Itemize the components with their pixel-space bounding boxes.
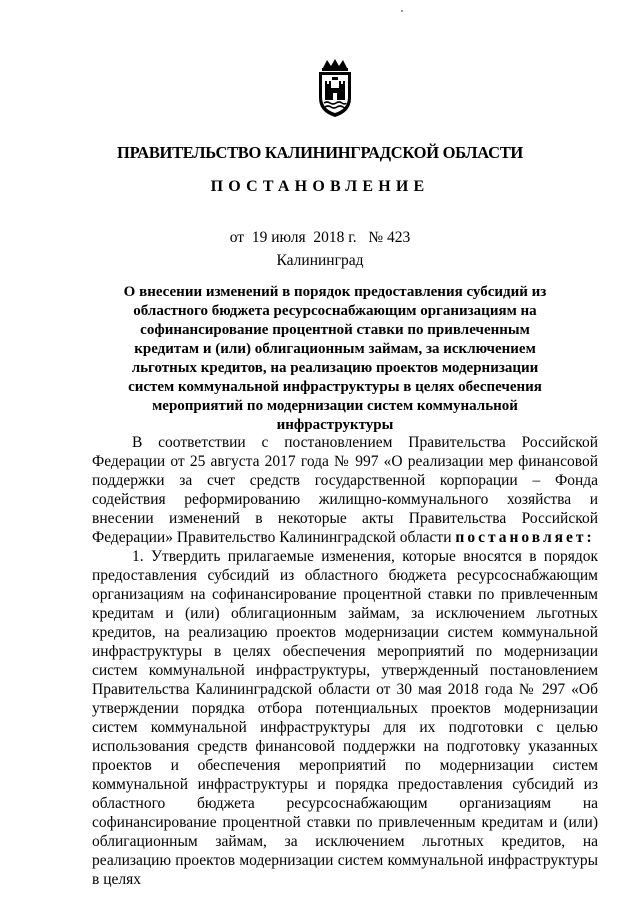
document-city: Калининград <box>276 252 364 269</box>
item-1-paragraph: 1. Утвердить прилагаемые изменения, которые вносятся в порядок предоставления субсидий из областного бюджета ресурсоснабжающим организациям на софинансирование процентной ставки по привлеченным кредитам и (или) облигационным займам, за исключением льготных кредитов, на реализацию проектов модернизации систем коммунальной инфраструктуры в целях обеспечения мероприятий по модернизации систем коммунальной инфраструктуры, утвержденный постановлением Правительства Калининградской области от 30 мая 2018 года № 297 «Об утверждении порядка отбора потенциальных проектов модернизации систем коммунальной инфраструктуры для их подготовки с целью использования средств финансовой поддержки на подготовку указанных проектов и обеспечения мероприятий по модернизации систем коммунальной инфраструктуры и порядка предоставления субсидий из областного бюджета ресурсоснабжающим организациям на софинансирование процентной ставки по привлеченным кредитам и (или) облигационным займам, за исключением льготных кредитов, на реализацию проектов модернизации систем коммунальной инфраструктуры в целях <box>92 548 598 888</box>
government-title: ПРАВИТЕЛЬСТВО КАЛИНИНГРАДСКОЙ ОБЛАСТИ <box>117 143 523 162</box>
document-type: ПОСТАНОВЛЕНИЕ <box>210 178 430 195</box>
document-subject: О внесении изменений в порядок предоставления субсидий из областного бюджета ресурсоснабжающим организациям на софинансирование процентной ставки по привлеченным кредитам и (или) облигационным займам, за исключением льготных кредитов, на реализацию проектов модернизации систем коммунальной инфраструктуры в целях обеспечения мероприятий по модернизации систем коммунальной инфраструктуры <box>123 284 547 433</box>
document-body <box>92 433 598 889</box>
document-number: № 423 <box>368 229 411 246</box>
preamble-text: В соответствии с постановлением Правительства Российской Федерации от 25 августа 2017 года № 997 «О реализации мер финансовой поддержки за счет средств государственной корпорации – Фонда содействия реформированию жилищно-коммунального хозяйства и внесении изменений в некоторые акты Правительства Российской Федерации» Правительство Калининградской области <box>92 434 598 546</box>
decree-word: постановляет: <box>455 529 595 546</box>
document-date: 19 июля 2018 г. <box>251 229 357 246</box>
date-prefix: от <box>229 229 245 246</box>
preamble-paragraph <box>92 433 598 547</box>
coat-of-arms-icon <box>313 58 357 118</box>
scan-speck <box>401 10 403 12</box>
date-line <box>0 229 640 247</box>
